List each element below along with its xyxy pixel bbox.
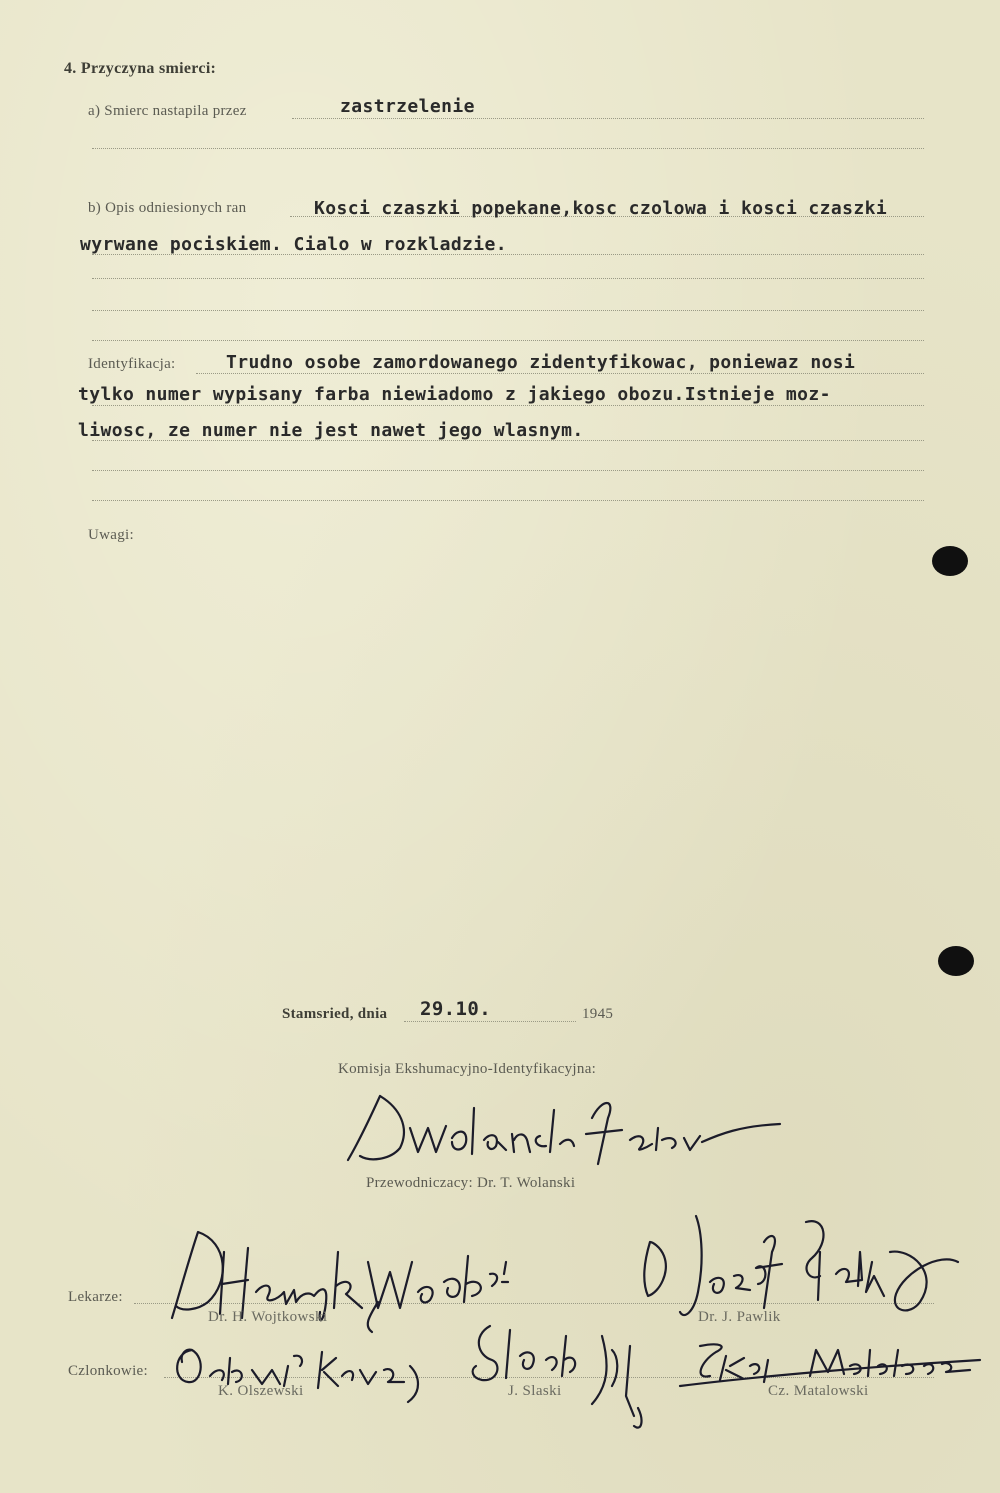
- member-1-name: K. Olszewski: [218, 1383, 304, 1399]
- identification-line-4: [92, 470, 924, 471]
- member-2-name: J. Slaski: [508, 1383, 562, 1399]
- chair-name: Przewodniczacy: Dr. T. Wolanski: [366, 1175, 576, 1191]
- chair-signature: [340, 1088, 800, 1168]
- date-value: 29.10.: [420, 998, 492, 1020]
- identification-line-2: [92, 405, 924, 406]
- identification-text-line-3: liwosc, ze numer nie jest nawet jego wlasnym.: [78, 420, 584, 441]
- date-line: [404, 1021, 576, 1022]
- cause-line-2: [92, 148, 924, 149]
- identification-text-line-2: tylko numer wypisany farba niewiadomo z jakiego obozu.Istnieje moz-: [78, 384, 831, 405]
- wounds-text-line-1: Kosci czaszki popekane,kosc czolowa i kosci czaszki: [314, 198, 888, 219]
- identification-line-1: [196, 373, 924, 374]
- doctor-2-name: Dr. J. Pawlik: [698, 1309, 781, 1325]
- identification-label: Identyfikacja:: [88, 356, 176, 372]
- remarks-label: Uwagi:: [88, 527, 134, 543]
- wounds-line-5: [92, 340, 924, 341]
- wounds-line-4: [92, 310, 924, 311]
- doctor-1-name: Dr. H. Wojtkowski: [208, 1309, 328, 1325]
- member-3-name: Cz. Matalowski: [768, 1383, 869, 1399]
- doctor-2-signature: [640, 1212, 970, 1330]
- place-label: Stamsried, dnia: [282, 1006, 388, 1022]
- section-title: Przyczyna smierci:: [80, 60, 217, 77]
- wounds-text-line-2: wyrwane pociskiem. Cialo w rozkladzie.: [80, 234, 508, 255]
- cause-value: zastrzelenie: [340, 96, 475, 117]
- punch-hole-top: [932, 546, 968, 576]
- section-heading: [64, 60, 216, 78]
- punch-hole-bottom: [938, 946, 974, 976]
- cause-line: [292, 118, 924, 119]
- year-value: 1945: [582, 1006, 614, 1022]
- section-number: 4.: [64, 60, 77, 77]
- identification-line-5: [92, 500, 924, 501]
- identification-text-line-1: Trudno osobe zamordowanego zidentyfikowac, poniewaz nosi: [226, 352, 856, 373]
- wounds-label: b) Opis odniesionych ran: [88, 200, 247, 216]
- doctors-label: Lekarze:: [68, 1289, 123, 1305]
- cause-label: a) Smierc nastapila przez: [88, 103, 247, 119]
- commission-title: Komisja Ekshumacyjno-Identyfikacyjna:: [338, 1061, 597, 1077]
- wounds-line-3: [92, 278, 924, 279]
- members-label: Czlonkowie:: [68, 1363, 148, 1379]
- member-2-signature: [462, 1316, 662, 1436]
